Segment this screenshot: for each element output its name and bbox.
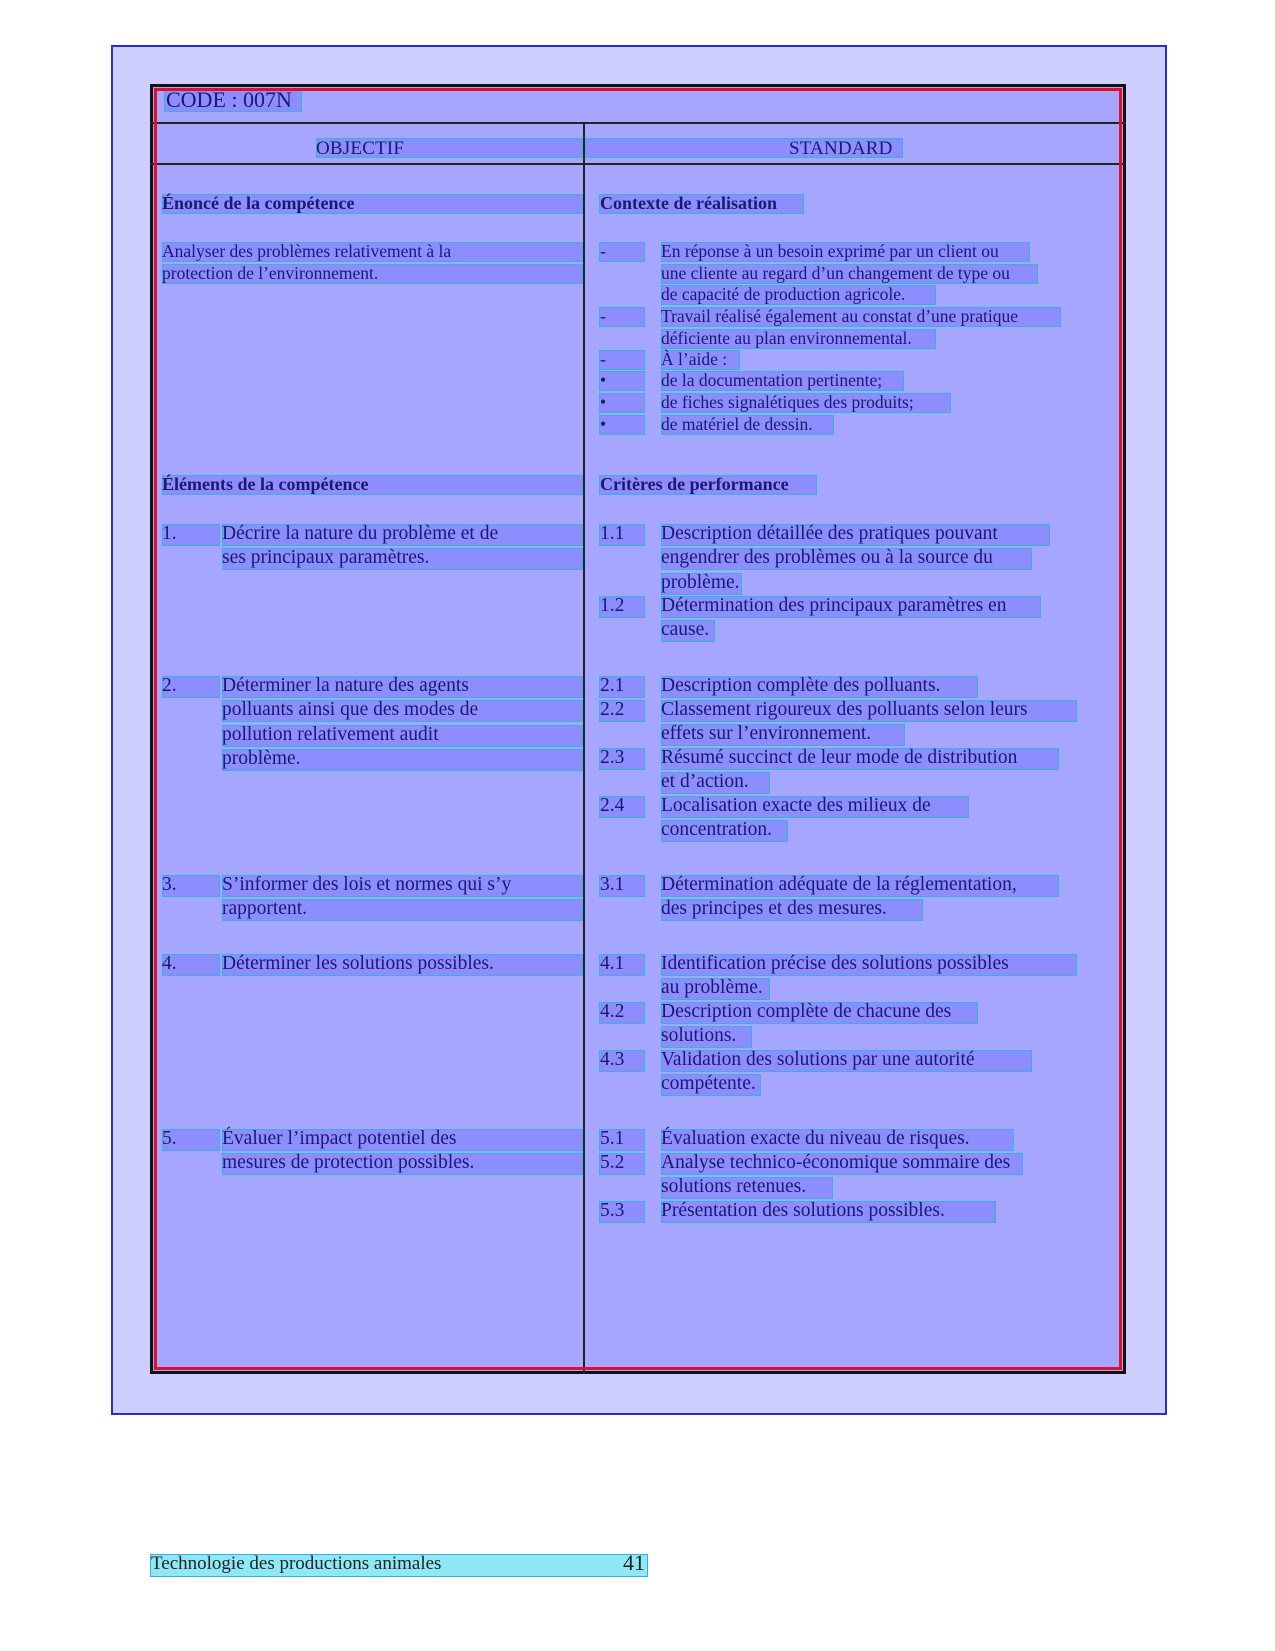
- critere-line: effets sur l’environnement.: [661, 723, 872, 745]
- critere-line: solutions.: [661, 1025, 737, 1047]
- contexte-line: de la documentation pertinente;: [661, 370, 883, 390]
- critere-number: 2.2: [600, 699, 625, 720]
- element-line: Évaluer l’impact potentiel des: [222, 1128, 457, 1149]
- critere-line: Classement rigoureux des polluants selon leurs: [661, 699, 1028, 720]
- element-line: Déterminer les solutions possibles.: [222, 953, 494, 974]
- contexte-line: de matériel de dessin.: [661, 414, 813, 434]
- enonce-line: Analyser des problèmes relativement à la: [162, 241, 452, 261]
- contexte-line: À l’aide :: [661, 349, 728, 369]
- enonce-title: Énoncé de la compétence: [162, 193, 355, 213]
- header-divider-bottom: [150, 163, 1126, 165]
- criteres-title: Critères de performance: [600, 474, 789, 494]
- critere-number: 1.2: [600, 595, 625, 616]
- element-number: 3.: [162, 874, 177, 895]
- enonce-line: protection de l’environnement.: [162, 263, 379, 283]
- contexte-marker: -: [600, 241, 606, 261]
- critere-number: 4.3: [600, 1049, 625, 1070]
- contexte-marker: -: [600, 306, 606, 326]
- critere-line: solutions retenues.: [661, 1176, 807, 1198]
- critere-line: Résumé succinct de leur mode de distribution: [661, 747, 1018, 768]
- critere-number: 4.2: [600, 1001, 625, 1022]
- element-line: polluants ainsi que des modes de: [222, 699, 479, 721]
- critere-number: 5.1: [600, 1128, 625, 1149]
- critere-line: Présentation des solutions possibles.: [661, 1200, 945, 1221]
- critere-line: concentration.: [661, 819, 772, 841]
- contexte-marker: •: [600, 392, 607, 412]
- critere-number: 5.2: [600, 1152, 625, 1173]
- critere-number: 5.3: [600, 1200, 625, 1221]
- element-number: 4.: [162, 953, 177, 974]
- element-line: pollution relativement audit: [222, 723, 439, 745]
- page-number: 41: [623, 1550, 645, 1575]
- column-divider: [583, 122, 585, 1374]
- column-header-objective: OBJECTIF: [316, 138, 405, 159]
- footer-title: Technologie des productions animales: [151, 1553, 442, 1574]
- header-divider-top: [150, 122, 1126, 124]
- element-line: S’informer des lois et normes qui s’y: [222, 874, 512, 895]
- critere-line: engendrer des problèmes ou à la source du: [661, 547, 993, 569]
- elements-title: Éléments de la compétence: [162, 474, 369, 494]
- critere-line: Détermination des principaux paramètres en: [661, 595, 1007, 616]
- element-line: Décrire la nature du problème et de: [222, 523, 499, 544]
- element-line: problème.: [222, 747, 301, 769]
- element-line: mesures de protection possibles.: [222, 1152, 475, 1174]
- element-number: 1.: [162, 523, 177, 544]
- critere-line: cause.: [661, 619, 710, 641]
- competence-code: CODE : 007N: [166, 87, 292, 112]
- critere-number: 1.1: [600, 523, 625, 544]
- element-number: 5.: [162, 1128, 177, 1149]
- critere-line: et d’action.: [661, 771, 749, 793]
- critere-line: au problème.: [661, 977, 763, 999]
- critere-number: 2.1: [600, 675, 625, 696]
- contexte-line: une cliente au regard d’un changement de type ou: [661, 262, 1010, 283]
- critere-number: 2.3: [600, 747, 625, 768]
- element-line: rapportent.: [222, 898, 308, 920]
- critere-line: Détermination adéquate de la réglementation,: [661, 874, 1017, 895]
- element-line: ses principaux paramètres.: [222, 547, 430, 569]
- contexte-line: Travail réalisé également au constat d’une pratique: [661, 306, 1018, 326]
- contexte-line: de fiches signalétiques des produits;: [661, 392, 914, 412]
- contexte-marker: •: [600, 370, 607, 390]
- critere-line: Description complète des polluants.: [661, 675, 941, 696]
- critere-line: problème.: [661, 571, 740, 593]
- critere-line: des principes et des mesures.: [661, 898, 887, 920]
- contexte-line: En réponse à un besoin exprimé par un client ou: [661, 241, 999, 261]
- contexte-marker: -: [600, 349, 606, 369]
- critere-line: compétente.: [661, 1073, 756, 1095]
- critere-number: 3.1: [600, 874, 625, 895]
- contexte-title: Contexte de réalisation: [600, 193, 777, 213]
- element-number: 2.: [162, 675, 177, 696]
- critere-line: Validation des solutions par une autorité: [661, 1049, 975, 1070]
- critere-line: Évaluation exacte du niveau de risques.: [661, 1128, 970, 1149]
- column-header-standard: STANDARD: [789, 138, 893, 159]
- element-line: Déterminer la nature des agents: [222, 675, 469, 696]
- critere-number: 2.4: [600, 795, 625, 816]
- critere-line: Description détaillée des pratiques pouvant: [661, 523, 998, 544]
- contexte-marker: •: [600, 414, 607, 434]
- contexte-line: de capacité de production agricole.: [661, 284, 906, 305]
- critere-number: 4.1: [600, 953, 625, 974]
- critere-line: Analyse technico-économique sommaire des: [661, 1152, 1011, 1173]
- critere-line: Localisation exacte des milieux de: [661, 795, 931, 816]
- critere-line: Description complète de chacune des: [661, 1001, 952, 1022]
- contexte-line: déficiente au plan environnemental.: [661, 327, 912, 348]
- critere-line: Identification précise des solutions possibles: [661, 953, 1009, 974]
